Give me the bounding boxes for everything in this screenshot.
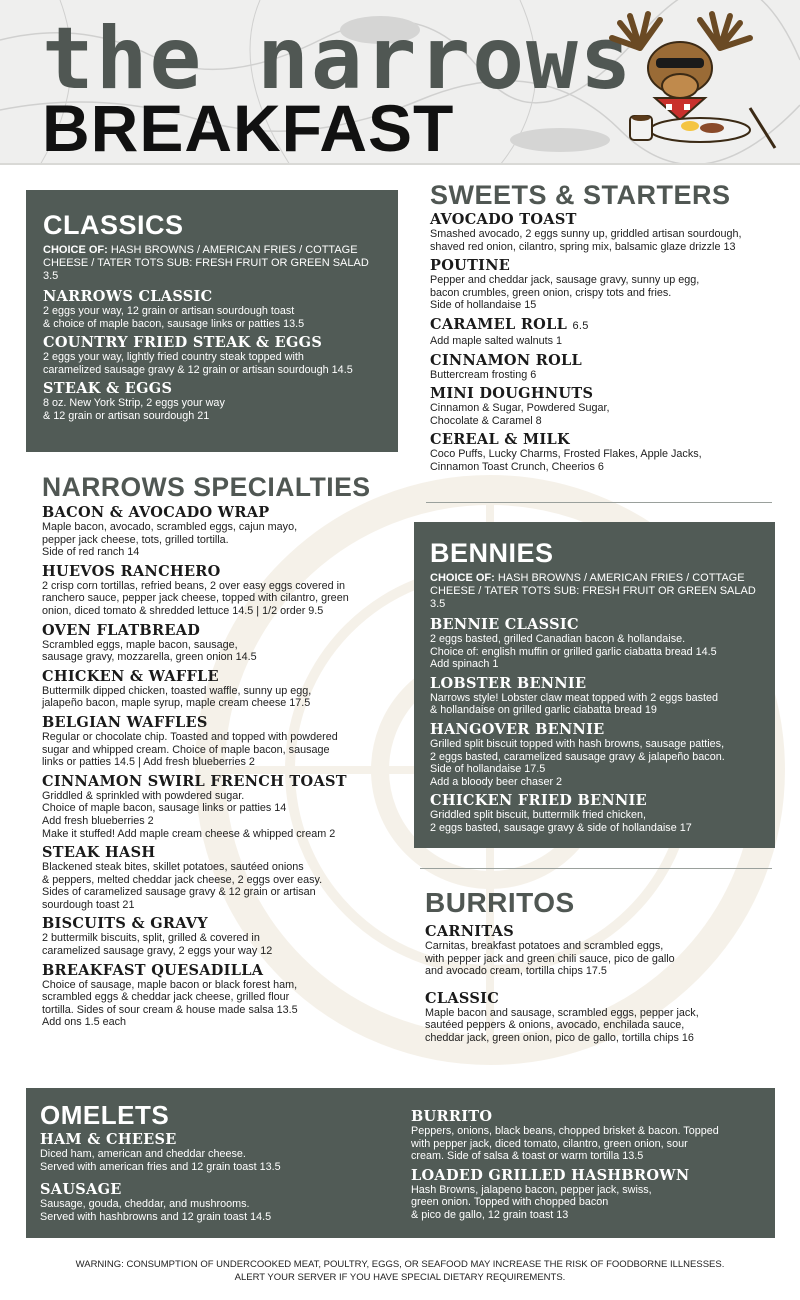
menu-item [425, 990, 775, 1045]
item-description: 2 buttermilk biscuits, split, grilled & covered in caramelized sausage gravy, 2 eggs your way 12 [42, 932, 273, 958]
item-description: Griddled split biscuit, buttermilk fried chicken, 2 eggs basted, sausage gravy & side of hollandaise 17 [430, 809, 692, 834]
menu-item [42, 773, 412, 840]
item-name [430, 211, 780, 228]
item-description: Add maple salted walnuts 1 [430, 334, 563, 347]
item-name: COUNTRY FRIED STEAK & EGGS [43, 334, 323, 352]
classics-choice [43, 244, 382, 283]
bennies-choice-text: HASH BROWNS / AMERICAN FRIES / COTTAGE CHEESE / TATER TOTS SUB: FRESH FRUIT OR GREEN SALAD 3.5 [430, 572, 756, 610]
item-description: Hash Browns, jalapeno bacon, pepper jack, swiss, green onion. Topped with chopped bacon & pico de gallo, 12 grain toast 13 [411, 1183, 652, 1221]
item-name [430, 431, 780, 448]
item-description: Carnitas, breakfast potatoes and scrambled eggs, with pepper jack and green chili sauce, pico de gallo and avocado cream, tortilla chips 17.5 [425, 940, 675, 978]
item-name: BENNIE CLASSIC [430, 616, 579, 633]
menu-item [425, 923, 775, 978]
sweets-title: SWEETS & STARTERS [430, 180, 731, 210]
menu-item [42, 563, 412, 618]
item-description: 2 crisp corn tortillas, refried beans, 2 over easy eggs covered in ranchero sauce, pepper jack cheese, topped with cilantro, green onion, diced tomato & shredded lettuce 14.5 | 1/2 order 9.5 [42, 579, 349, 617]
classics-choice-label: CHOICE OF: [43, 244, 108, 256]
item-description: Cinnamon & Sugar, Powdered Sugar, Chocolate & Caramel 8 [430, 402, 610, 427]
item-name: HANGOVER BENNIE [430, 720, 605, 738]
divider [420, 868, 772, 869]
bennies-choice [430, 572, 765, 611]
item-description: Scrambled eggs, maple bacon, sausage, sausage gravy, mozzarella, green onion 14.5 [42, 638, 257, 664]
item-name: BELGIAN WAFFLES [42, 713, 208, 731]
menu-item [43, 288, 382, 330]
menu-item [430, 316, 780, 348]
health-warning: WARNING: CONSUMPTION OF UNDERCOOKED MEAT, POULTRY, EGGS, OR SEAFOOD MAY INCREASE THE RISK OF FOODBORNE ILLNESSES. ALERT YOUR SERVER IF YOU HAVE SPECIAL DIETARY REQUIREMENTS. [75, 1259, 725, 1283]
menu-item [40, 1181, 390, 1223]
bennies-title: BENNIES [430, 538, 554, 568]
item-description: Choice of sausage, maple bacon or black forest ham, scrambled eggs & cheddar jack cheese, grilled flour tortilla. Sides of sour cream & house made salsa 13.5 Add ons 1.5 each [42, 978, 298, 1029]
specialties-title: NARROWS SPECIALTIES [42, 472, 371, 502]
menu-header [0, 0, 800, 165]
item-name: CINNAMON SWIRL FRENCH TOAST [42, 772, 347, 790]
item-description: Narrows style! Lobster claw meat topped with 2 eggs basted & hollandaise on grilled garlic ciabatta bread 19 [430, 691, 719, 717]
menu-item [42, 622, 412, 664]
menu-item [430, 385, 780, 427]
item-name: LOADED GRILLED HASHBROWN [411, 1166, 690, 1184]
item-name [430, 352, 780, 369]
restaurant-name: the narrows [42, 9, 634, 109]
specialties-section [42, 472, 412, 1029]
menu-item [430, 721, 765, 788]
item-description: 8 oz. New York Strip, 2 eggs your way & 12 grain or artisan sourdough 21 [43, 397, 225, 422]
item-description: Buttercream frosting 6 [430, 368, 537, 381]
item-name: STEAK HASH [42, 844, 156, 862]
bennies-panel [414, 522, 775, 848]
moose-mascot-icon [600, 8, 780, 158]
item-name-text: CINNAMON ROLL [430, 351, 583, 369]
menu-item [42, 915, 412, 957]
item-name: HAM & CHEESE [40, 1131, 177, 1148]
menu-item [43, 380, 382, 422]
item-description: Maple bacon, avocado, scrambled eggs, cajun mayo, pepper jack cheese, tots, grilled tortilla. Side of red ranch 14 [42, 521, 298, 559]
item-description: Pepper and cheddar jack, sausage gravy, sunny up egg, bacon crumbles, green onion, crispy tots and fries. Side of hollandaise 15 [430, 274, 700, 312]
burritos-section [425, 888, 775, 1045]
item-name-text: MINI DOUGHNUTS [430, 385, 594, 403]
menu-item [42, 714, 412, 769]
menu-item [411, 1108, 766, 1163]
item-name: SAUSAGE [40, 1181, 122, 1199]
item-description: Blackened steak bites, skillet potatoes, sautéed onions & peppers, melted cheddar jack cheese, 2 eggs over easy. Sides of caramelized sausage gravy & 12 grain or artisan sourdough toast 21 [42, 861, 323, 911]
menu-item [430, 257, 780, 312]
menu-item [42, 504, 412, 559]
menu-item [430, 211, 780, 253]
menu-item [430, 792, 765, 834]
item-name [430, 257, 780, 274]
divider [426, 502, 772, 503]
menu-title: BREAKFAST [42, 91, 455, 165]
menu-item [42, 844, 412, 911]
bennies-choice-label: CHOICE OF: [430, 572, 495, 584]
sweets-section [430, 180, 780, 474]
item-description: 2 eggs your way, 12 grain or artisan sourdough toast & choice of maple bacon, sausage links or patties 13.5 [43, 305, 305, 330]
item-name: STEAK & EGGS [43, 380, 173, 398]
menu-item [411, 1167, 766, 1222]
menu-item [42, 668, 412, 710]
classics-choice-text: HASH BROWNS / AMERICAN FRIES / COTTAGE CHEESE / TATER TOTS SUB: FRESH FRUIT OR GREEN SALAD 3.5 [43, 244, 369, 282]
classics-title: CLASSICS [43, 210, 184, 240]
omelets-left-column [40, 1100, 390, 1223]
menu-item [42, 962, 412, 1029]
item-description: Maple bacon and sausage, scrambled eggs, pepper jack, sautéed peppers & onions, avocado, enchilada sauce, cheddar jack, green onion, pico de gallo, tortilla chips 16 [425, 1006, 699, 1044]
item-description: Buttermilk dipped chicken, toasted waffle, sunny up egg, jalapeño bacon, maple syrup, maple cream cheese 17.5 [42, 684, 312, 710]
item-name: CHICKEN & WAFFLE [42, 667, 219, 685]
item-name: OVEN FLATBREAD [42, 621, 201, 639]
item-name-text: CARAMEL ROLL [430, 315, 568, 333]
item-name-text: POUTINE [430, 257, 511, 275]
item-name [430, 385, 780, 402]
item-name: CLASSIC [425, 989, 500, 1007]
item-description: 2 eggs basted, grilled Canadian bacon & hollandaise. Choice of: english muffin or grilled garlic ciabatta bread 14.5 Add spinach 1 [430, 633, 717, 671]
omelets-title: OMELETS [40, 1100, 170, 1130]
item-description: Peppers, onions, black beans, chopped brisket & bacon. Topped with pepper jack, diced tomato, cilantro, green onion, sour cream. Side of salsa & toast or warm tortilla 13.5 [411, 1125, 719, 1163]
menu-item [40, 1131, 390, 1173]
item-name: BACON & AVOCADO WRAP [42, 504, 270, 521]
menu-item [430, 675, 765, 717]
item-name: BREAKFAST QUESADILLA [42, 961, 264, 979]
item-name: LOBSTER BENNIE [430, 674, 587, 692]
menu-item [430, 616, 765, 671]
item-description: Griddled & sprinkled with powdered sugar. Choice of maple bacon, sausage links or patties 14 Add fresh blueberries 2 Make it stuffed! Add maple cream cheese & whipped cream 2 [42, 789, 336, 840]
menu-item [43, 334, 382, 376]
item-name: BISCUITS & GRAVY [42, 915, 208, 933]
item-name: CARNITAS [425, 923, 514, 940]
omelets-right-column [411, 1108, 766, 1222]
item-name: NARROWS CLASSIC [43, 288, 213, 305]
item-price: 6.5 [572, 319, 589, 332]
item-description: Smashed avocado, 2 eggs sunny up, griddled artisan sourdough, shaved red onion, cilantro, spring mix, balsamic glaze drizzle 13 [430, 228, 742, 253]
item-description: Sausage, gouda, cheddar, and mushrooms. Served with hashbrowns and 12 grain toast 14.5 [40, 1198, 272, 1223]
omelets-panel [26, 1088, 775, 1238]
menu-item [430, 352, 780, 382]
item-name-text: AVOCADO TOAST [430, 211, 577, 228]
item-name: HUEVOS RANCHERO [42, 562, 221, 580]
item-name: BURRITO [411, 1108, 493, 1125]
item-name-text: CEREAL & MILK [430, 431, 570, 449]
item-description: Coco Puffs, Lucky Charms, Frosted Flakes, Apple Jacks, Cinnamon Toast Crunch, Cheerios 6 [430, 448, 702, 473]
classics-panel [26, 190, 398, 452]
item-description: 2 eggs your way, lightly fried country steak topped with caramelized sausage gravy & 12 grain or artisan sourdough 14.5 [43, 351, 353, 376]
item-description: Grilled split biscuit topped with hash browns, sausage patties, 2 eggs basted, caramelized sausage gravy & jalapeño bacon. Side of hollandaise 17.5 Add a bloody beer chaser 2 [430, 737, 725, 788]
item-name [430, 316, 780, 335]
item-name: CHICKEN FRIED BENNIE [430, 792, 647, 810]
item-description: Diced ham, american and cheddar cheese. Served with american fries and 12 grain toast 13.5 [40, 1148, 281, 1173]
burritos-title: BURRITOS [425, 887, 575, 918]
item-description: Regular or chocolate chip. Toasted and topped with powdered sugar and whipped cream. Choice of maple bacon, sausage links or patties 14.5 | Add fresh blueberries 2 [42, 730, 338, 769]
menu-item [430, 431, 780, 473]
